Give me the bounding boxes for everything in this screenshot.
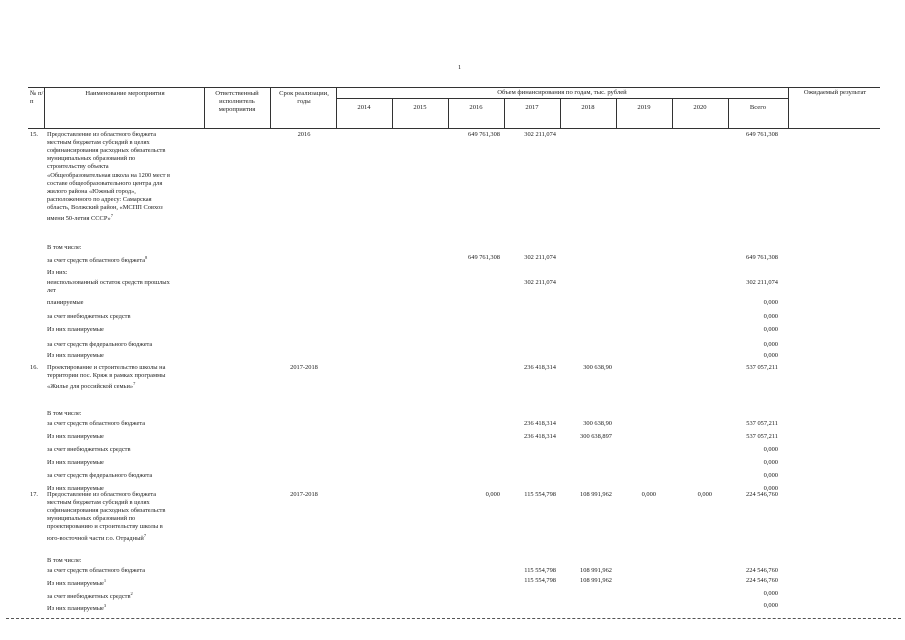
row-name: жилого района «Южный город», bbox=[47, 187, 136, 195]
cell-v2017: 302 211,074 bbox=[524, 254, 556, 261]
col-divider bbox=[616, 98, 617, 129]
header-year: Всего bbox=[749, 104, 767, 111]
row-name: за счет средств областного бюджета$^8$ bbox=[47, 255, 148, 264]
row-term: 2016 bbox=[297, 131, 311, 138]
footnote-mark: 8 bbox=[145, 255, 148, 260]
cell-total: 0,000 bbox=[763, 326, 778, 333]
row-name: Предоставление из областного бюджета bbox=[47, 131, 157, 138]
row-number: 17. bbox=[30, 491, 38, 498]
row-name: В том числе: bbox=[47, 410, 82, 417]
col-divider bbox=[448, 98, 449, 129]
header-year: 2018 bbox=[581, 104, 595, 111]
header-year: 2020 bbox=[693, 104, 707, 111]
cell-total: 0,000 bbox=[763, 446, 778, 453]
row-name: за счет средств областного бюджета bbox=[47, 567, 146, 574]
cell-v2016: 649 761,308 bbox=[468, 254, 500, 261]
row-name: неиспользованный остаток средств прошлых bbox=[47, 279, 170, 286]
header-year: 2015 bbox=[413, 104, 427, 111]
row-name: Из них планируемые bbox=[47, 352, 104, 359]
cell-v2017: 302 211,074 bbox=[524, 279, 556, 286]
row-name: планируемые bbox=[47, 299, 84, 306]
row-name: имени 50-летия СССР»$^7$ bbox=[47, 213, 113, 222]
row-name: за счет средств федерального бюджета bbox=[47, 472, 153, 479]
cell-v2017: 236 418,314 bbox=[524, 364, 556, 371]
row-name: территории пос. Кряж в рамках программы bbox=[47, 372, 166, 380]
row-name: муниципальных образований по bbox=[47, 515, 136, 523]
row-name: софинансирования расходных обязательств bbox=[47, 507, 166, 515]
row-name: местным бюджетам субсидий в целях bbox=[47, 499, 150, 507]
cell-v2018: 300 638,90 bbox=[583, 364, 612, 371]
cell-v2018: 108 991,962 bbox=[580, 577, 612, 584]
cell-v2018: 108 991,962 bbox=[580, 567, 612, 574]
cell-total: 0,000 bbox=[763, 352, 778, 359]
page-mark: 1 bbox=[458, 64, 462, 71]
header-year: 2014 bbox=[357, 104, 371, 111]
header-year: 2019 bbox=[637, 104, 651, 111]
row-name: за счет внебюджетных средств bbox=[47, 313, 131, 320]
cell-v2017: 236 418,314 bbox=[524, 433, 556, 440]
row-term: 2017-2018 bbox=[290, 364, 318, 371]
cell-v2017: 115 554,798 bbox=[524, 577, 556, 584]
row-number: 15. bbox=[30, 131, 38, 138]
row-name: Из них планируемые bbox=[47, 326, 104, 333]
row-number: 16. bbox=[30, 364, 38, 371]
row-name: лет bbox=[47, 287, 56, 295]
footnote-mark: 7 bbox=[133, 381, 136, 387]
cell-total: 537 057,211 bbox=[746, 364, 778, 371]
header-responsible: Ответственный исполнитель мероприятия bbox=[215, 90, 259, 113]
col-divider bbox=[270, 87, 271, 129]
col-divider bbox=[392, 98, 393, 129]
cell-total: 224 546,760 bbox=[746, 577, 778, 584]
row-name: местным бюджетам субсидий в целях bbox=[47, 139, 150, 147]
row-name: проектированию и строительству школы в bbox=[47, 523, 163, 531]
cell-v2017: 115 554,798 bbox=[524, 491, 556, 498]
table-top-border bbox=[28, 87, 880, 88]
page-bottom-rule bbox=[6, 618, 901, 619]
row-name: Предоставление из областного бюджета bbox=[47, 491, 157, 498]
row-name: область, Волжский район, «МСПП Совхоз bbox=[47, 203, 163, 211]
row-name: за счет внебюджетных средств bbox=[47, 446, 131, 453]
row-name: расположенного по адресу: Самарская bbox=[47, 195, 152, 203]
cell-total: 224 546,760 bbox=[746, 567, 778, 574]
cell-total: 0,000 bbox=[763, 472, 778, 479]
footnote-mark: 1 bbox=[103, 578, 107, 583]
cell-total: 0,000 bbox=[763, 485, 778, 492]
row-name: В том числе: bbox=[47, 557, 82, 564]
footnote-mark: 2 bbox=[130, 591, 133, 596]
cell-total: 0,000 bbox=[763, 299, 778, 306]
header-no: № п/п bbox=[30, 90, 44, 105]
cell-total: 649 761,308 bbox=[746, 131, 778, 138]
cell-total: 302 211,074 bbox=[746, 279, 778, 286]
cell-total: 537 057,211 bbox=[746, 420, 778, 427]
cell-v2018: 300 638,897 bbox=[580, 433, 612, 440]
row-name: составе общеобразовательного центра для bbox=[47, 179, 163, 187]
row-name: юго-восточной части г.о. Отрадный$^7$ bbox=[47, 532, 147, 542]
row-name: Из них планируемые bbox=[47, 485, 104, 492]
cell-v2016: 0,000 bbox=[485, 491, 500, 498]
row-name: софинансирования расходных обязательств bbox=[47, 147, 166, 155]
row-name: «Жилье для российской семьи»$^7$ bbox=[47, 381, 136, 391]
col-divider bbox=[728, 98, 729, 129]
cell-v2017: 302 211,074 bbox=[524, 131, 556, 138]
col-divider bbox=[44, 87, 45, 129]
header-year: 2016 bbox=[469, 104, 483, 111]
cell-total: 537 057,211 bbox=[746, 433, 778, 440]
cell-v2016: 649 761,308 bbox=[468, 131, 500, 138]
cell-v2019: 0,000 bbox=[641, 491, 656, 498]
row-name: за счет средств областного бюджета bbox=[47, 420, 146, 427]
years-divider bbox=[336, 98, 788, 99]
cell-total: 0,000 bbox=[763, 590, 778, 597]
cell-total: 224 546,760 bbox=[746, 491, 778, 498]
header-bottom-border bbox=[28, 128, 880, 129]
col-divider bbox=[504, 98, 505, 129]
row-name: Из них планируемые bbox=[47, 459, 104, 466]
row-name: В том числе: bbox=[47, 244, 82, 251]
col-divider bbox=[788, 87, 789, 129]
cell-total: 0,000 bbox=[763, 459, 778, 466]
footnote-mark: 7 bbox=[143, 532, 147, 538]
col-divider bbox=[672, 98, 673, 129]
row-name: «Общеобразовательная школа на 1200 мест в bbox=[47, 171, 171, 179]
cell-v2018: 300 638,90 bbox=[583, 420, 612, 427]
header-term: Срок реализации, годы bbox=[279, 90, 329, 105]
header-name: Наименование мероприятия bbox=[85, 90, 165, 97]
row-name: Из них: bbox=[47, 269, 68, 276]
col-divider bbox=[560, 98, 561, 129]
cell-v2017: 236 418,314 bbox=[524, 420, 556, 427]
row-name: строительству объекта bbox=[47, 163, 109, 171]
cell-total: 0,000 bbox=[763, 313, 778, 320]
cell-v2017: 115 554,798 bbox=[524, 567, 556, 574]
cell-v2018: 108 991,962 bbox=[580, 491, 612, 498]
row-name: Проектирование и строительство школы на bbox=[47, 364, 166, 371]
col-divider bbox=[204, 87, 205, 129]
header-result: Ожидаемый результат bbox=[803, 89, 867, 96]
cell-v2020: 0,000 bbox=[697, 491, 712, 498]
row-name: Из них планируемые bbox=[47, 433, 104, 440]
footnote-mark: 3 bbox=[103, 603, 107, 608]
header-volume: Объем финансирования по годам, тыс. рублей bbox=[497, 89, 627, 96]
cell-total: 649 761,308 bbox=[746, 254, 778, 261]
cell-total: 0,000 bbox=[763, 602, 778, 609]
row-name: за счет средств федерального бюджета bbox=[47, 341, 153, 348]
row-name: Из них планируемые$^3$ bbox=[47, 603, 107, 612]
row-name: Из них планируемые$^1$ bbox=[47, 578, 107, 587]
row-name: муниципальных образований по bbox=[47, 155, 136, 163]
footnote-mark: 7 bbox=[110, 213, 113, 218]
row-term: 2017-2018 bbox=[290, 491, 318, 498]
header-year: 2017 bbox=[525, 104, 539, 111]
row-name: за счет внебюджетных средств$^2$ bbox=[47, 591, 133, 600]
cell-total: 0,000 bbox=[763, 341, 778, 348]
